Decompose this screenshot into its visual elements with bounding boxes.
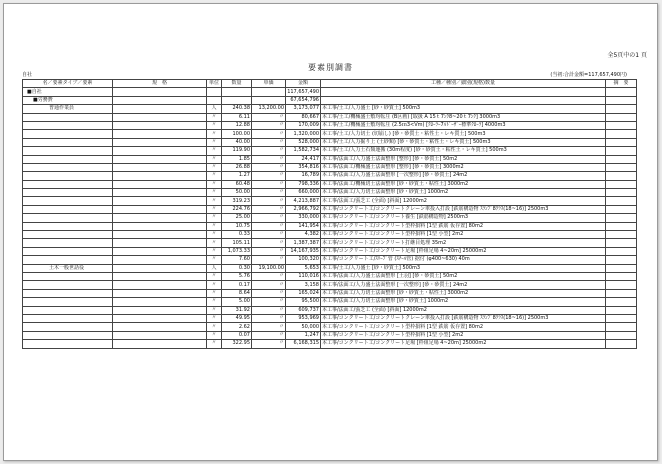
cell-amount: 14,167,935	[286, 247, 321, 255]
cell-detail: 本工事/コンクリート工/コンクリートクレーン車投入打設 [鉄筋構造物 ｽﾗﾝﾌﾟ8ｸﾗｽ(18~16)] 2500m3	[321, 205, 606, 213]
cell-name: ■労務費	[23, 96, 113, 104]
table-row	[23, 289, 637, 297]
cell-spec	[113, 180, 207, 188]
cell-amount: 660,000	[286, 189, 321, 197]
cell-qty: 105.11	[222, 239, 252, 247]
cell-remarks	[606, 130, 637, 138]
cell-amount: 110,016	[286, 272, 321, 280]
cell-price: 〃	[252, 281, 286, 289]
cell-detail: 本工事/土工/人力盛土 [砂・砂質土] 500m3	[321, 264, 606, 272]
cell-unit: 〃	[207, 281, 222, 289]
cell-unit: 〃	[207, 323, 222, 331]
cell-price: 〃	[252, 155, 286, 163]
document-sheet	[3, 3, 658, 461]
cell-qty: 1.27	[222, 172, 252, 180]
cell-unit: 〃	[207, 121, 222, 129]
cell-amount: 4,382	[286, 231, 321, 239]
cell-amount: 100,320	[286, 256, 321, 264]
cell-spec	[113, 205, 207, 213]
cell-remarks	[606, 189, 637, 197]
cell-name	[23, 163, 113, 171]
cell-detail: 本工事/土工/人力盛土 [砂・砂質土] 500m3	[321, 105, 606, 113]
cell-unit: 〃	[207, 298, 222, 306]
cell-amount: 24,417	[286, 155, 321, 163]
table-body	[23, 88, 637, 348]
cell-detail: 本工事/土工/人力土石類運搬 (30m程度) [砂・砂質土・粘性土・レキ質土] 500m3	[321, 147, 606, 155]
cell-qty: 6.11	[222, 113, 252, 121]
cell-remarks	[606, 205, 637, 213]
cell-price: 〃	[252, 289, 286, 297]
cell-detail: 本工事/コンクリート工/コンクリート足場 [枠組足場 4~20m] 25000m2	[321, 340, 606, 348]
cell-price: 〃	[252, 239, 286, 247]
cell-spec	[113, 340, 207, 348]
table-row	[23, 314, 637, 322]
cell-name	[23, 340, 113, 348]
cell-spec	[113, 214, 207, 222]
cell-name	[23, 231, 113, 239]
cell-qty: 319.23	[222, 197, 252, 205]
cell-detail: 本工事/コンクリート工/コンクリート打継目処理 35m2	[321, 239, 606, 247]
cell-price: 〃	[252, 231, 286, 239]
cell-remarks	[606, 113, 637, 121]
cell-detail: 本工事/コンクリート工/コンクリート型枠損料 [1型 鉄筋 仮存置] 80m2	[321, 323, 606, 331]
cell-unit: 〃	[207, 205, 222, 213]
cell-spec	[113, 121, 207, 129]
cell-qty: 26.88	[222, 163, 252, 171]
table-row	[23, 147, 637, 155]
cell-qty: 31.92	[222, 306, 252, 314]
cell-spec	[113, 138, 207, 146]
cell-qty: 40.00	[222, 138, 252, 146]
cell-amount: 2,966,792	[286, 205, 321, 213]
cell-name	[23, 189, 113, 197]
cell-qty: 0.30	[222, 264, 252, 272]
cell-spec	[113, 113, 207, 121]
cell-detail: 本工事/法面工/人力盛土法面整形 [一次整形] [砂・砂質土] 24m2	[321, 281, 606, 289]
cell-spec	[113, 272, 207, 280]
cell-name	[23, 147, 113, 155]
cell-price: 〃	[252, 138, 286, 146]
cell-unit: 〃	[207, 247, 222, 255]
cell-price: 〃	[252, 147, 286, 155]
cell-unit: 〃	[207, 130, 222, 138]
table-row	[23, 189, 637, 197]
cell-name	[23, 256, 113, 264]
cell-name	[23, 281, 113, 289]
cell-spec	[113, 239, 207, 247]
cell-name	[23, 138, 113, 146]
cell-remarks	[606, 172, 637, 180]
table-row	[23, 172, 637, 180]
cell-spec	[113, 247, 207, 255]
cell-remarks	[606, 222, 637, 230]
page-indicator: 全5頁中の1 頁	[607, 52, 647, 59]
cell-price	[252, 96, 286, 104]
cell-price: 〃	[252, 247, 286, 255]
cell-spec	[113, 197, 207, 205]
cell-detail: 本工事/法面工/機械切土法面整形 [砂・砂質土・粘性土] 3000m2	[321, 180, 606, 188]
cell-amount: 165,024	[286, 289, 321, 297]
cell-remarks	[606, 264, 637, 272]
cell-name	[23, 323, 113, 331]
cell-detail: 本工事/法面工/張芝工 (全面) [斜面] 12000m2	[321, 197, 606, 205]
cell-remarks	[606, 306, 637, 314]
table-row	[23, 121, 637, 129]
cell-remarks	[606, 272, 637, 280]
cell-spec	[113, 163, 207, 171]
cell-price: 〃	[252, 130, 286, 138]
cell-spec	[113, 264, 207, 272]
cell-price: 〃	[252, 189, 286, 197]
table-row	[23, 155, 637, 163]
table-row	[23, 113, 637, 121]
cell-name	[23, 205, 113, 213]
cell-remarks	[606, 239, 637, 247]
cell-detail: 本工事/コンクリート工/コンクリート養生 [鉄筋構造物] 2500m3	[321, 214, 606, 222]
cell-qty: 7.60	[222, 256, 252, 264]
cell-qty: 1,073.33	[222, 247, 252, 255]
cell-price: 〃	[252, 180, 286, 188]
cell-qty: 100.00	[222, 130, 252, 138]
cell-amount: 50,000	[286, 323, 321, 331]
cell-amount: 16,789	[286, 172, 321, 180]
cell-remarks	[606, 256, 637, 264]
cell-amount: 609,737	[286, 306, 321, 314]
table-row	[23, 214, 637, 222]
cell-spec	[113, 172, 207, 180]
cell-price: 〃	[252, 306, 286, 314]
cell-unit	[207, 96, 222, 104]
cell-detail: 本工事/土工/機械盛土敷均転圧 (B区画) [取扱 A 15ｔ7ﾝｸ8~20ｔ7ﾝｸ] 3000m3	[321, 113, 606, 121]
cell-name	[23, 121, 113, 129]
cell-remarks	[606, 155, 637, 163]
cell-remarks	[606, 281, 637, 289]
cell-name	[23, 247, 113, 255]
cell-remarks	[606, 147, 637, 155]
element-table	[22, 79, 637, 349]
cell-qty: 10.75	[222, 222, 252, 230]
table-row	[23, 88, 637, 96]
cell-remarks	[606, 214, 637, 222]
cell-detail	[321, 88, 606, 96]
cell-qty	[222, 88, 252, 96]
cell-qty: 49.95	[222, 314, 252, 322]
cell-remarks	[606, 88, 637, 96]
cell-spec	[113, 130, 207, 138]
cell-name	[23, 272, 113, 280]
cell-qty: 50.00	[222, 189, 252, 197]
cell-unit: 〃	[207, 272, 222, 280]
cell-name	[23, 306, 113, 314]
cell-amount: 953,969	[286, 314, 321, 322]
cell-amount: 528,000	[286, 138, 321, 146]
cell-remarks	[606, 298, 637, 306]
page-title: 要素別調書	[308, 63, 353, 72]
cell-unit: 〃	[207, 214, 222, 222]
cell-unit: 〃	[207, 231, 222, 239]
cell-name	[23, 214, 113, 222]
cell-detail: 本工事/土工/機械盛土敷均転圧 (2.5ｍ3<Vm) [ｸﾛｰﾗｰ7ﾙﾄﾞｰｻﾞｰ標準ｸﾛｰﾗ] 4000m3	[321, 121, 606, 129]
cell-detail: 本工事/土工/人力切土 (切崩し) [砂・砂質土・粘性土・レキ質土] 500m3	[321, 130, 606, 138]
cell-amount: 5,653	[286, 264, 321, 272]
cell-qty: 25.00	[222, 214, 252, 222]
cell-name: ■自社	[23, 88, 113, 96]
cell-price: 〃	[252, 214, 286, 222]
table-row	[23, 340, 637, 348]
cell-price: 〃	[252, 113, 286, 121]
cell-amount: 354,816	[286, 163, 321, 171]
cell-unit: 〃	[207, 180, 222, 188]
cell-name	[23, 289, 113, 297]
cell-remarks	[606, 105, 637, 113]
cell-amount: 4,213,887	[286, 197, 321, 205]
cell-unit: 〃	[207, 331, 222, 339]
cell-price: 13,200.00	[252, 105, 286, 113]
header-qty: 数量	[222, 80, 252, 88]
cell-unit: 人	[207, 264, 222, 272]
cell-unit: 〃	[207, 172, 222, 180]
cell-name	[23, 331, 113, 339]
header-remarks: 摘 要	[606, 80, 637, 88]
cell-unit: 〃	[207, 189, 222, 197]
cell-qty: 224.76	[222, 205, 252, 213]
cell-qty: 8.64	[222, 289, 252, 297]
cell-unit: 〃	[207, 138, 222, 146]
cell-unit: 〃	[207, 163, 222, 171]
table-row	[23, 256, 637, 264]
cell-price: 〃	[252, 340, 286, 348]
cell-spec	[113, 189, 207, 197]
table-row	[23, 138, 637, 146]
cell-qty: 0.07	[222, 331, 252, 339]
cell-remarks	[606, 180, 637, 188]
cell-remarks	[606, 231, 637, 239]
cell-amount: 3,158	[286, 281, 321, 289]
cell-spec	[113, 222, 207, 230]
table-row	[23, 331, 637, 339]
cell-spec	[113, 105, 207, 113]
cell-remarks	[606, 121, 637, 129]
cell-remarks	[606, 340, 637, 348]
cell-spec	[113, 96, 207, 104]
cell-detail: 本工事/法面工/人力切土法面整形 [砂・砂質土・粘性土] 3000m2	[321, 289, 606, 297]
cell-name	[23, 197, 113, 205]
cell-name	[23, 155, 113, 163]
cell-name	[23, 239, 113, 247]
cell-spec	[113, 331, 207, 339]
header-row	[23, 80, 637, 88]
cell-name: 土木一般世話役	[23, 264, 113, 272]
cell-name	[23, 130, 113, 138]
cell-spec	[113, 281, 207, 289]
table-row	[23, 96, 637, 104]
table-row	[23, 197, 637, 205]
cell-price: 〃	[252, 163, 286, 171]
cell-qty: 5.00	[222, 298, 252, 306]
cell-amount: 798,336	[286, 180, 321, 188]
cell-detail: 本工事/法面工/人力盛土法面整形 [土羽] [砂・砂質土] 50m2	[321, 272, 606, 280]
cell-remarks	[606, 323, 637, 331]
table-row	[23, 180, 637, 188]
cell-detail: 本工事/コンクリート工/コンクリート型枠損料 [1型 小型] 2m2	[321, 231, 606, 239]
cell-amount: 170,009	[286, 121, 321, 129]
cell-detail: 本工事/土工/人力掘り上 (土砂類) [砂・砂質土・粘性土・レキ質土] 500m3	[321, 138, 606, 146]
cell-detail: 本工事/法面工/人力切土法面整形 [砂・砂質土] 1000m2	[321, 189, 606, 197]
cell-price: 〃	[252, 323, 286, 331]
cell-detail: 本工事/コンクリート工/コンクリート足場 [枠組足場 4~20m] 25000m2	[321, 247, 606, 255]
cell-detail: 本工事/法面工/人力盛土法面整形 [整形] [砂・砂質土] 50m2	[321, 155, 606, 163]
cell-price: 〃	[252, 121, 286, 129]
cell-unit: 〃	[207, 113, 222, 121]
cell-name	[23, 314, 113, 322]
cell-spec	[113, 298, 207, 306]
cell-unit: 〃	[207, 222, 222, 230]
cell-qty: 1.85	[222, 155, 252, 163]
cell-remarks	[606, 331, 637, 339]
header-amount: 金額	[286, 80, 321, 88]
cell-amount: 1,387,387	[286, 239, 321, 247]
cell-spec	[113, 306, 207, 314]
cell-spec	[113, 289, 207, 297]
cell-amount: 1,247	[286, 331, 321, 339]
cell-qty: 12.88	[222, 121, 252, 129]
cell-detail: 本工事/コンクリート工/コンクリート型枠損料 [1型 鉄筋 仮存置] 80m2	[321, 222, 606, 230]
cell-qty: 60.48	[222, 180, 252, 188]
cell-qty: 5.76	[222, 272, 252, 280]
cell-unit: 〃	[207, 239, 222, 247]
cell-remarks	[606, 197, 637, 205]
cell-amount: 117,657,490	[287, 88, 319, 95]
cell-spec	[113, 314, 207, 322]
header-spec: 規 格	[113, 80, 207, 88]
cell-remarks	[606, 314, 637, 322]
cell-detail: 本工事/コンクリート工/ｽﾘｰﾌﾞ管 (ｽﾁｰﾙ管) 据付 (φ400~630) 40m	[321, 256, 606, 264]
cell-price: 〃	[252, 298, 286, 306]
table-row	[23, 163, 637, 171]
table-row	[23, 264, 637, 272]
cell-name	[23, 298, 113, 306]
cell-spec	[113, 155, 207, 163]
cell-detail: 本工事/法面工/人力盛土法面整形 [一次整形] [砂・砂質土] 24m2	[321, 172, 606, 180]
cell-qty: 2.62	[222, 323, 252, 331]
cell-price: 〃	[252, 314, 286, 322]
cell-remarks	[606, 96, 637, 104]
cell-detail: 本工事/法面工/人力切土法面整形 [砂・砂質土] 1000m2	[321, 298, 606, 306]
cell-spec	[113, 323, 207, 331]
cell-amount: 3,173,077	[286, 105, 321, 113]
header-price: 単価	[252, 80, 286, 88]
cell-price: 〃	[252, 331, 286, 339]
cell-price: 〃	[252, 205, 286, 213]
cell-spec	[113, 147, 207, 155]
header-detail: 工種／種別／細別(規格)数量	[321, 80, 606, 88]
cell-detail	[321, 96, 606, 104]
cell-unit: 〃	[207, 197, 222, 205]
cell-qty: 119.90	[222, 147, 252, 155]
cell-spec	[113, 231, 207, 239]
cell-name	[23, 180, 113, 188]
cell-qty: 0.33	[222, 231, 252, 239]
table-row	[23, 298, 637, 306]
cell-remarks	[606, 163, 637, 171]
cell-spec	[113, 256, 207, 264]
cell-amount: 141,954	[286, 222, 321, 230]
cell-spec	[113, 88, 207, 96]
cell-amount: 95,500	[286, 298, 321, 306]
cell-price: 〃	[252, 172, 286, 180]
cell-unit: 人	[207, 105, 222, 113]
table-row	[23, 281, 637, 289]
cell-price: 〃	[252, 222, 286, 230]
cell-price: 19,100.00	[252, 264, 286, 272]
cell-unit: 〃	[207, 314, 222, 322]
table-row	[23, 205, 637, 213]
table-row	[23, 231, 637, 239]
cell-detail: 本工事/コンクリート工/コンクリート型枠損料 [1型 小型] 2m2	[321, 331, 606, 339]
header-unit: 単位	[207, 80, 222, 88]
cell-detail: 本工事/法面工/機械盛土法面整形 [整形] [砂・砂質土] 3000m2	[321, 163, 606, 171]
cell-price	[252, 88, 286, 96]
table-row	[23, 239, 637, 247]
cell-qty: 0.17	[222, 281, 252, 289]
cell-remarks	[606, 289, 637, 297]
cell-amount: 67,654,796	[286, 96, 321, 104]
table-row	[23, 222, 637, 230]
cell-name	[23, 172, 113, 180]
company-label: 自社	[22, 72, 33, 78]
cell-amount: 80,667	[286, 113, 321, 121]
cell-price: 〃	[252, 272, 286, 280]
cell-unit: 〃	[207, 289, 222, 297]
table-row	[23, 247, 637, 255]
cell-price: 〃	[252, 256, 286, 264]
table-row	[23, 306, 637, 314]
cell-unit: 〃	[207, 147, 222, 155]
cell-unit: 〃	[207, 340, 222, 348]
cell-amount: 1,320,000	[286, 130, 321, 138]
cell-amount: 330,000	[286, 214, 321, 222]
cell-detail: 本工事/法面工/張芝工 (全面) [斜面] 12000m2	[321, 306, 606, 314]
cell-qty: 240.38	[222, 105, 252, 113]
cell-qty: 322.95	[222, 340, 252, 348]
cell-unit: 〃	[207, 155, 222, 163]
table-row	[23, 323, 637, 331]
cell-name	[23, 222, 113, 230]
table-row	[23, 272, 637, 280]
table-row	[23, 105, 637, 113]
total-amount-note: (当初:合計金額=117,657,490円)	[550, 72, 627, 78]
header-name: 名／要素タイプ／要素	[23, 80, 113, 88]
table-row	[23, 130, 637, 138]
cell-amount: 1,582,734	[286, 147, 321, 155]
cell-qty	[222, 96, 252, 104]
cell-name: 普通作業員	[23, 105, 113, 113]
cell-unit: 〃	[207, 306, 222, 314]
cell-unit	[207, 88, 222, 96]
cell-remarks	[606, 247, 637, 255]
cell-unit: 〃	[207, 256, 222, 264]
cell-name	[23, 113, 113, 121]
cell-remarks	[606, 138, 637, 146]
cell-price: 〃	[252, 197, 286, 205]
cell-detail: 本工事/コンクリート工/コンクリートクレーン車投入打設 [鉄筋構造物 ｽﾗﾝﾌﾟ8ｸﾗｽ(18~16)] 2500m3	[321, 314, 606, 322]
cell-amount: 6,168,315	[286, 340, 321, 348]
